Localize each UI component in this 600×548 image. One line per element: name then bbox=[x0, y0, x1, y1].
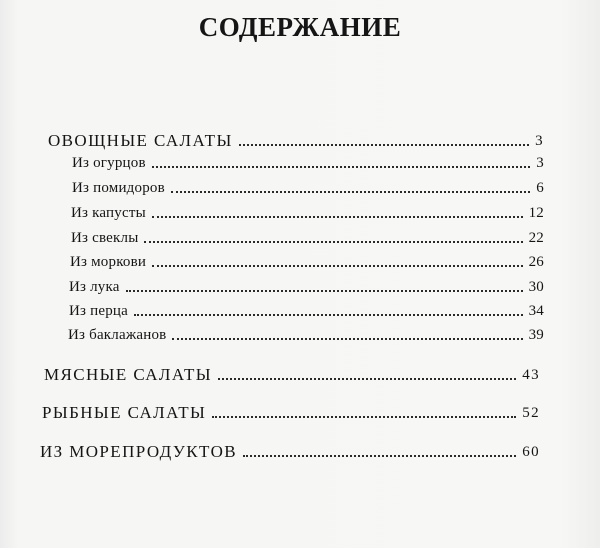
toc-entry-cabbage bbox=[71, 206, 544, 221]
dot-leader bbox=[172, 338, 522, 340]
toc-entry-onion bbox=[69, 280, 544, 295]
toc-entry-beets bbox=[71, 231, 544, 246]
dot-leader bbox=[152, 166, 531, 168]
toc-entry-page-number: 30 bbox=[528, 279, 544, 295]
toc-entry-page-number: 34 bbox=[528, 303, 544, 319]
toc-entry-label: МЯСНЫЕ САЛАТЫ bbox=[44, 365, 213, 384]
toc-entry-page-number: 26 bbox=[528, 254, 544, 270]
toc-entry-eggplants bbox=[68, 328, 544, 343]
toc-entry-meat-salads bbox=[44, 366, 540, 383]
toc-entry-label: Из лука bbox=[69, 279, 120, 295]
dot-leader bbox=[126, 290, 523, 292]
toc-entry-page-number: 6 bbox=[536, 180, 544, 196]
toc-entry-label: ИЗ МОРЕПРОДУКТОВ bbox=[40, 442, 237, 461]
dot-leader bbox=[243, 455, 516, 457]
toc-entry-cucumbers bbox=[72, 156, 544, 171]
toc-entry-tomatoes bbox=[72, 181, 544, 196]
dot-leader bbox=[134, 314, 523, 316]
toc-entry-label: Из моркови bbox=[70, 254, 147, 270]
toc-entry-page-number: 60 bbox=[522, 444, 540, 460]
toc-entry-vegetable-salads bbox=[48, 132, 544, 149]
toc-entry-page-number: 12 bbox=[528, 205, 544, 221]
toc-entry-page-number: 52 bbox=[522, 405, 540, 421]
toc-entry-label: Из баклажанов bbox=[68, 327, 167, 343]
dot-leader bbox=[212, 416, 516, 418]
dot-leader bbox=[171, 191, 530, 193]
toc-entry-carrots bbox=[70, 255, 544, 270]
dot-leader bbox=[239, 144, 529, 146]
toc-entry-page-number: 3 bbox=[536, 155, 544, 171]
toc-entry-label: Из перца bbox=[69, 303, 128, 319]
toc-entry-label: Из капусты bbox=[71, 205, 146, 221]
toc-entry-label: РЫБНЫЕ САЛАТЫ bbox=[42, 403, 207, 422]
dot-leader bbox=[218, 378, 516, 380]
dot-leader bbox=[152, 265, 522, 267]
toc-entry-page-number: 43 bbox=[522, 367, 540, 383]
toc-entry-label: Из помидоров bbox=[72, 180, 165, 196]
toc-entry-page-number: 39 bbox=[528, 327, 544, 343]
toc-entry-page-number: 3 bbox=[535, 133, 544, 149]
toc-entry-peppers bbox=[69, 304, 544, 319]
toc-entry-label: Из огурцов bbox=[72, 155, 146, 171]
page-title: СОДЕРЖАНИЕ bbox=[198, 12, 402, 42]
dot-leader bbox=[152, 216, 523, 218]
dot-leader bbox=[144, 241, 522, 243]
toc-entry-fish-salads bbox=[42, 404, 540, 421]
toc-entry-label: Из свеклы bbox=[71, 230, 139, 246]
toc-entry-label: ОВОЩНЫЕ САЛАТЫ bbox=[48, 131, 233, 150]
toc-entry-seafood bbox=[40, 443, 540, 460]
toc-entry-page-number: 22 bbox=[528, 230, 544, 246]
